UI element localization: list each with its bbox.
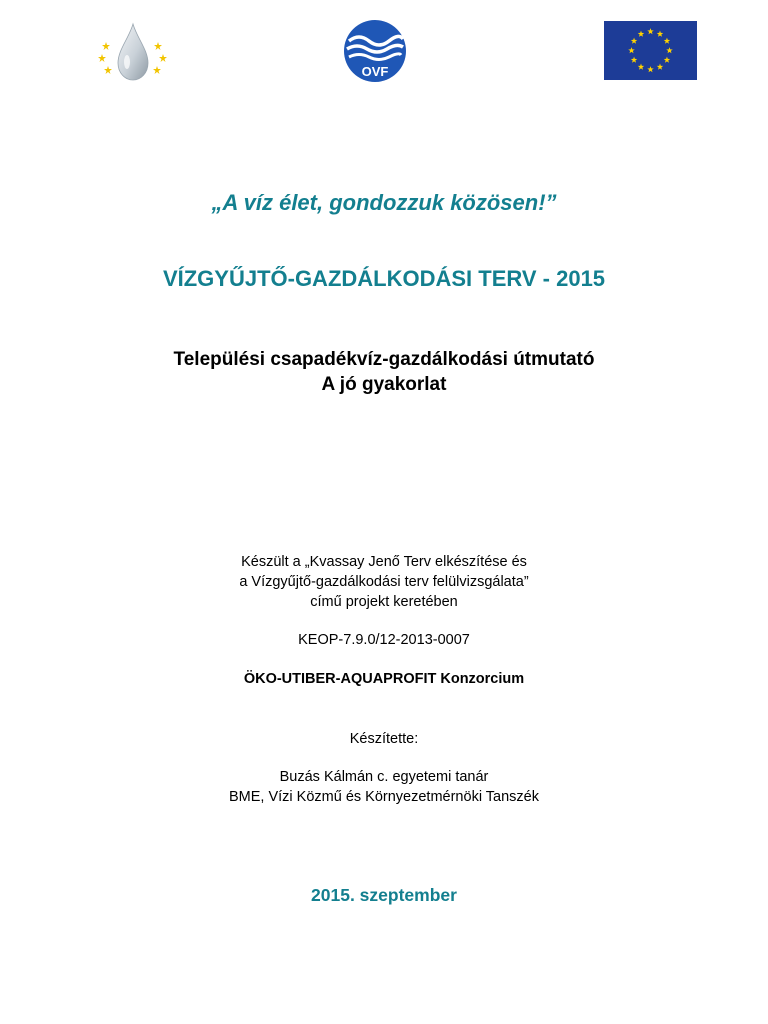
ovf-water-icon [343,19,407,83]
document-subtitle [0,347,768,397]
subtitle-line: Települési csapadékvíz-gazdálkodási útmutató [173,349,595,370]
author-line: BME, Vízi Közmű és Környezetmérnöki Tanszék [229,789,539,805]
author-block [0,767,768,807]
about-line: Készült a „Kvassay Jenő Terv elkészítése és [241,554,527,570]
author-line: Buzás Kálmán c. egyetemi tanár [279,769,489,785]
about-line: című projekt keretében [310,594,458,610]
project-description [0,552,768,612]
ovf-logo [343,19,407,83]
eu-flag-logo [604,21,697,80]
subtitle-line: A jó gyakorlat [321,374,447,395]
plan-title: VÍZGYŰJTŐ-GAZDÁLKODÁSI TERV - 2015 [162,266,606,291]
water-drop-logo [96,20,170,84]
prepared-by-label: Készítette: [349,731,419,747]
eu-flag-icon [604,21,697,80]
publication-date: 2015. szeptember [311,885,457,905]
ovf-logo-text: OVF [361,64,389,79]
consortium-name: ÖKO-UTIBER-AQUAPROFIT Konzorcium [243,671,525,687]
about-line: a Vízgyűjtő-gazdálkodási terv felülvizsgálata” [239,574,529,590]
motto: „A víz élet, gondozzuk közösen!” [211,190,557,215]
water-drop-icon [96,20,170,84]
project-code: KEOP-7.9.0/12-2013-0007 [298,632,470,648]
